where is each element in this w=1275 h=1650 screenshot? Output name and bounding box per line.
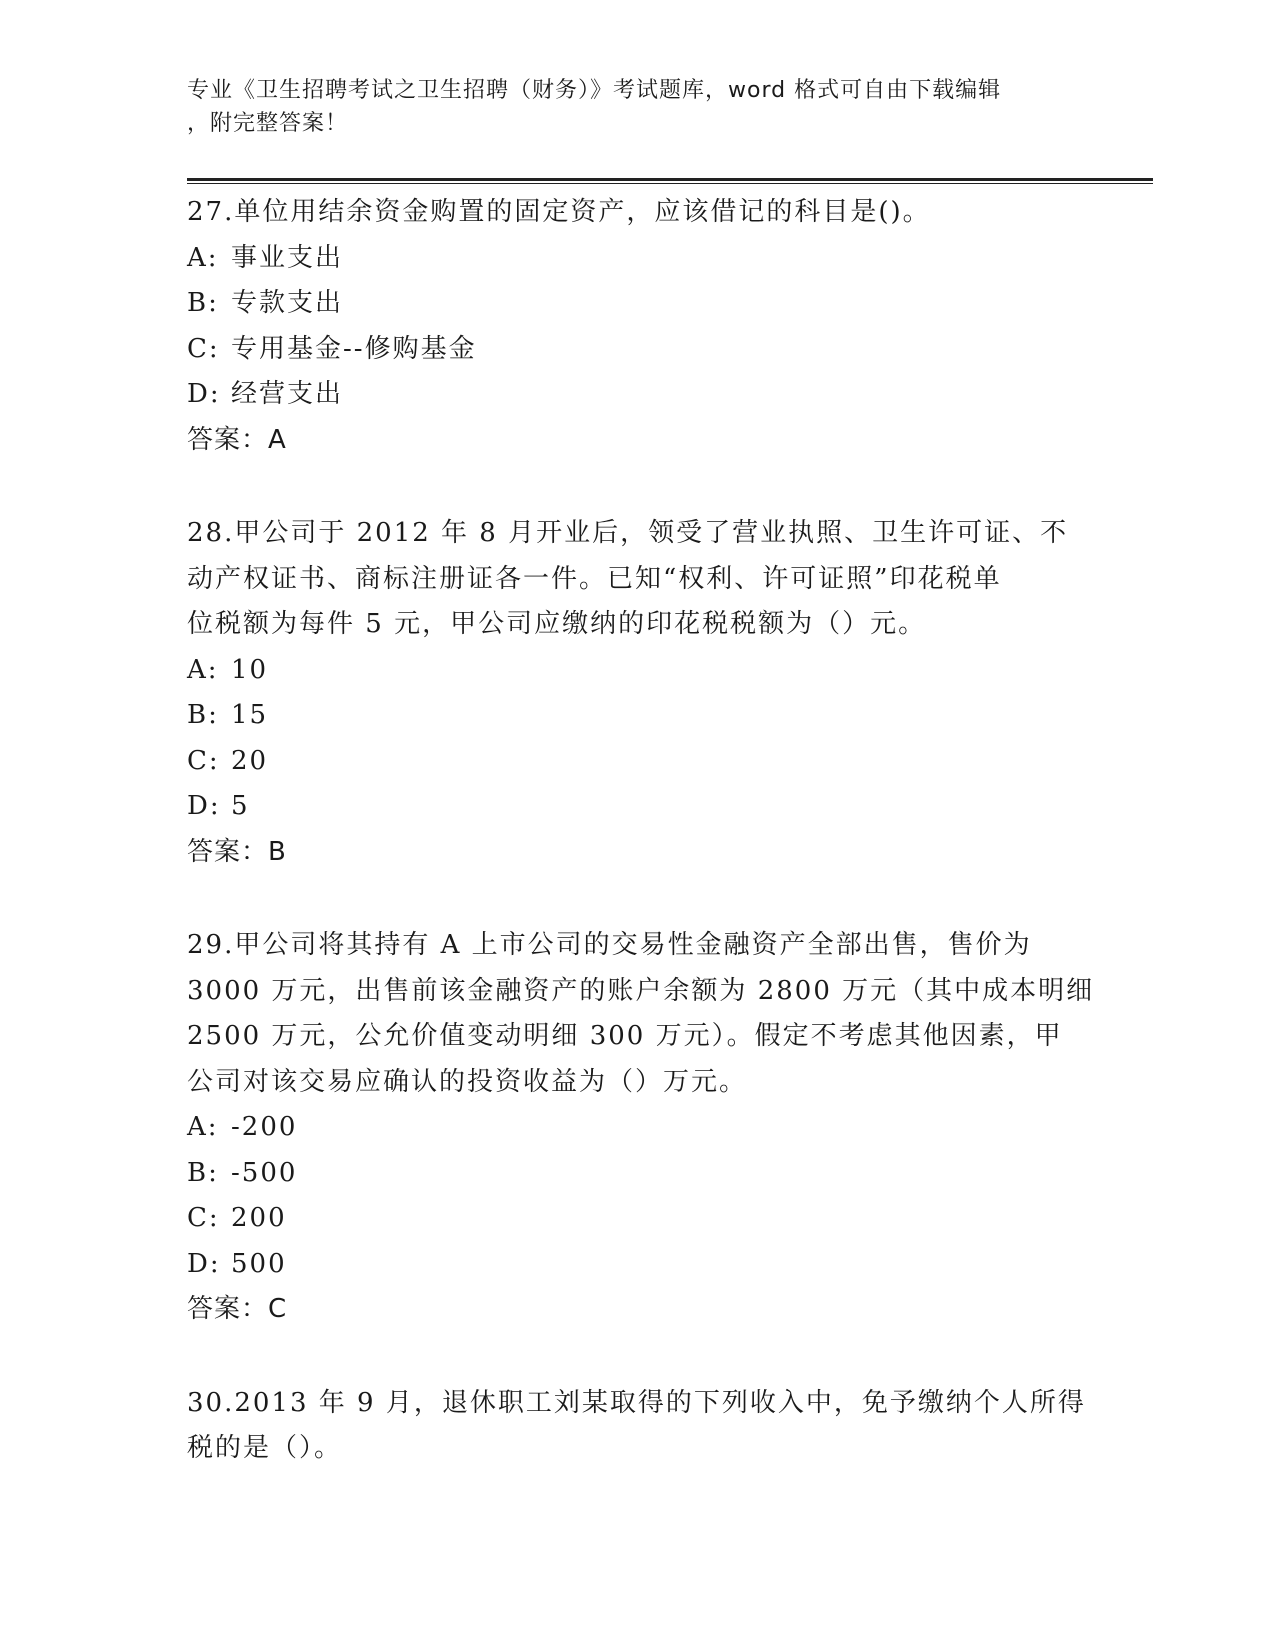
answer-line: 答案：C — [187, 1294, 288, 1324]
answer-option — [187, 1196, 1087, 1242]
answer-option — [187, 784, 1087, 830]
question-block — [187, 190, 1087, 463]
option-key: A: — [187, 242, 219, 273]
option-text: 专款支出 — [231, 288, 344, 318]
question-block — [187, 1381, 1087, 1472]
question-stem-line: 动产权证书、商标注册证各一件。已知“权利、许可证照”印花税单 — [187, 563, 1002, 594]
header-divider-thick — [187, 178, 1153, 181]
answer-option — [187, 372, 1087, 418]
option-key: A: — [187, 1112, 219, 1142]
question-block — [187, 511, 1087, 875]
option-text: 事业支出 — [231, 242, 344, 273]
option-text: 500 — [231, 1248, 287, 1279]
answer-option — [187, 236, 1087, 282]
answer-option — [187, 1151, 1087, 1197]
answer-option — [187, 739, 1087, 785]
question-stem-line: 27.单位用结余资金购置的固定资产，应该借记的科目是()。 — [187, 197, 931, 227]
answer-option — [187, 1242, 1087, 1288]
answer-line: 答案：A — [187, 424, 287, 455]
question-stem-line: 28.甲公司于 2012 年 8 月开业后，领受了营业执照、卫生许可证、不 — [187, 518, 1069, 548]
question-stem-line: 2500 万元，公允价值变动明细 300 万元）。假定不考虑其他因素，甲 — [187, 1021, 1063, 1051]
question-spacer — [187, 1333, 1087, 1381]
option-text: 5 — [231, 791, 250, 821]
option-text: -200 — [231, 1112, 298, 1142]
answer-option — [187, 281, 1087, 327]
option-key: D: — [187, 1248, 221, 1279]
question-block — [187, 923, 1095, 1333]
answer-option — [187, 648, 1087, 694]
option-key: D: — [187, 379, 221, 409]
question-stem-line: 30.2013 年 9 月，退休职工刘某取得的下列收入中，免予缴纳个人所得 — [187, 1387, 1086, 1418]
option-key: B: — [187, 288, 219, 318]
question-spacer — [187, 463, 1087, 511]
document-header — [187, 74, 1067, 140]
answer-option — [187, 1105, 1087, 1151]
option-text: 200 — [231, 1203, 287, 1233]
answer-option — [187, 693, 1087, 739]
option-key: C: — [187, 745, 220, 776]
option-key: B: — [187, 1157, 219, 1188]
header-line-1: 专业《卫生招聘考试之卫生招聘（财务）》考试题库，word 格式可自由下载编辑 — [187, 78, 1002, 103]
answer-line: 答案：B — [187, 836, 287, 867]
header-divider-thin — [187, 183, 1153, 184]
question-stem-line: 位税额为每件 5 元，甲公司应缴纳的印花税税额为（）元。 — [187, 609, 927, 639]
question-stem-line: 公司对该交易应确认的投资收益为（）万元。 — [187, 1066, 748, 1097]
header-line-2: ，附完整答案！ — [187, 111, 349, 136]
option-key: B: — [187, 700, 219, 730]
option-key: A: — [187, 654, 219, 685]
option-text: 15 — [231, 700, 269, 730]
answer-option — [187, 327, 1087, 373]
option-key: D: — [187, 791, 221, 821]
question-list — [187, 190, 1095, 1472]
question-stem-line: 税的是（）。 — [187, 1433, 343, 1463]
option-text: 10 — [231, 654, 269, 685]
option-key: C: — [187, 1203, 220, 1233]
question-spacer — [187, 875, 1087, 923]
option-text: 专用基金--修购基金 — [231, 333, 477, 364]
option-text: -500 — [231, 1157, 298, 1188]
question-stem-line: 3000 万元，出售前该金融资产的账户余额为 2800 万元（其中成本明细 — [187, 975, 1095, 1006]
question-stem-line: 29.甲公司将其持有 A 上市公司的交易性金融资产全部出售，售价为 — [187, 930, 1032, 960]
option-key: C: — [187, 333, 220, 364]
option-text: 20 — [231, 745, 269, 776]
option-text: 经营支出 — [231, 379, 344, 409]
